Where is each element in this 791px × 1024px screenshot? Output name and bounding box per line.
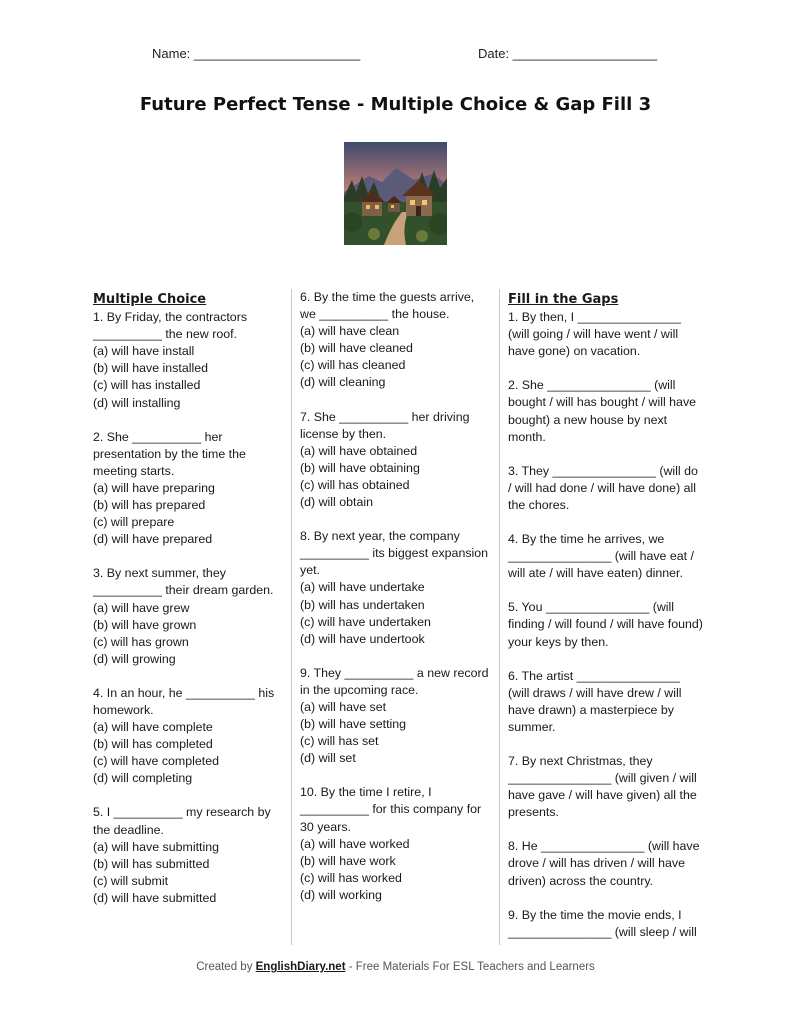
gap-fill-text: 9. By the time the movie ends, I _______________ (will sleep / will [508, 907, 697, 939]
gap-fill-item [508, 753, 703, 821]
gap-fill-item [508, 668, 703, 736]
question-stem: 1. By Friday, the contractors __________ the new roof. [93, 310, 248, 342]
question-option: (c) will has grown [93, 634, 189, 649]
question-stem: 10. By the time I retire, I __________ for this company for 30 years. [300, 785, 482, 834]
gap-fill-text: 5. You _______________ (will finding / will found / will have found) your keys by then. [508, 600, 703, 649]
question-item [93, 429, 281, 549]
question-option: (a) will have preparing [93, 480, 215, 495]
column-divider-left [291, 289, 292, 945]
question-item [300, 289, 490, 392]
question-option: (a) will have set [300, 699, 387, 714]
question-option: (c) will have undertaken [300, 614, 431, 629]
question-stem: 9. They __________ a new record in the upcoming race. [300, 665, 489, 697]
question-option: (a) will have complete [93, 720, 213, 735]
question-option: (a) will have undertake [300, 580, 425, 595]
gap-fill-item [508, 377, 703, 445]
question-stem: 8. By next year, the company __________ its biggest expansion yet. [300, 529, 489, 578]
date-field: Date: ____________________ [478, 46, 658, 61]
question-option: (b) will have obtaining [300, 460, 420, 475]
question-stem: 4. In an hour, he __________ his homework. [93, 685, 275, 717]
question-option: (c) will has set [300, 734, 379, 749]
gap-fill-text: 3. They _______________ (will do / will had done / will have done) all the chores. [508, 463, 698, 512]
question-option: (a) will have install [93, 344, 195, 359]
multiple-choice-column-2 [300, 289, 490, 921]
question-stem: 6. By the time the guests arrive, we __________ the house. [300, 290, 475, 322]
gap-fill-item [508, 907, 703, 941]
question-option: (b) will has prepared [93, 498, 206, 513]
question-option: (b) will have cleaned [300, 341, 413, 356]
question-option: (c) will has installed [93, 378, 201, 393]
question-option: (d) will completing [93, 771, 193, 786]
gap-fill-item [508, 463, 703, 514]
question-item [93, 685, 281, 788]
question-stem: 2. She __________ her presentation by the time the meeting starts. [93, 429, 246, 478]
gap-fill-item [508, 309, 703, 360]
question-item [300, 665, 490, 768]
question-option: (c) will prepare [93, 515, 175, 530]
name-field: Name: _______________________ [152, 46, 361, 61]
question-option: (c) will have completed [93, 754, 220, 769]
question-stem: 3. By next summer, they __________ their dream garden. [93, 566, 274, 598]
question-option: (c) will submit [93, 873, 169, 888]
gap-fill-text: 6. The artist _______________ (will draws / will have drew / will have drawn) a masterpiece by summer. [508, 668, 682, 734]
question-option: (d) will have submitted [93, 890, 217, 905]
question-option: (d) will growing [93, 651, 176, 666]
question-item [93, 565, 281, 668]
column-divider-right [499, 289, 500, 945]
question-option: (a) will have clean [300, 324, 400, 339]
question-item [300, 409, 490, 512]
gap-fill-text: 8. He _______________ (will have drove / will has driven / will have driven) across the country. [508, 839, 700, 888]
question-option: (a) will have obtained [300, 443, 418, 458]
question-option: (a) will have grew [93, 600, 190, 615]
question-option: (d) will have prepared [93, 532, 213, 547]
question-item [300, 528, 490, 648]
gap-fill-heading: Fill in the Gaps [508, 292, 619, 307]
gap-fill-text: 1. By then, I _______________ (will going / will have went / will have gone) on vacation. [508, 310, 681, 359]
question-item [93, 309, 281, 412]
question-option: (a) will have worked [300, 836, 410, 851]
question-option: (b) will have grown [93, 617, 197, 632]
gap-fill-column [508, 289, 703, 958]
question-option: (b) will have installed [93, 361, 209, 376]
question-option: (d) will cleaning [300, 375, 386, 390]
footer-prefix: Created by [196, 961, 256, 973]
question-option: (d) will working [300, 887, 382, 902]
question-option: (b) will has undertaken [300, 597, 425, 612]
question-option: (c) will has obtained [300, 477, 410, 492]
multiple-choice-heading: Multiple Choice [93, 292, 207, 307]
question-stem: 5. I __________ my research by the deadline. [93, 805, 271, 837]
question-option: (c) will has worked [300, 870, 402, 885]
gap-fill-item [508, 599, 703, 650]
footer-site-link[interactable]: EnglishDiary.net [255, 961, 346, 973]
question-item [93, 804, 281, 907]
question-stem: 7. She __________ her driving license by then. [300, 409, 470, 441]
multiple-choice-column-1 [93, 289, 281, 924]
question-option: (d) will obtain [300, 495, 373, 510]
gap-fill-item [508, 838, 703, 889]
question-option: (b) will has submitted [93, 856, 210, 871]
gap-fill-item [508, 531, 703, 582]
question-option: (c) will has cleaned [300, 358, 406, 373]
page-title: Future Perfect Tense - Multiple Choice & Gap Fill 3 [139, 94, 652, 115]
gap-fill-text: 2. She _______________ (will bought / will has bought / will have bought) a new house by next month. [508, 378, 697, 444]
question-option: (d) will installing [93, 395, 181, 410]
question-option: (b) will has completed [93, 737, 213, 752]
footer [0, 961, 791, 973]
question-option: (b) will have setting [300, 717, 407, 732]
footer-suffix: - Free Materials For ESL Teachers and Learners [345, 961, 595, 973]
gap-fill-text: 7. By next Christmas, they _______________ (will given / will have gave / will have given) all the presents. [508, 753, 697, 820]
question-item [300, 784, 490, 904]
question-option: (d) will have undertook [300, 631, 425, 646]
question-option: (b) will have work [300, 853, 396, 868]
question-option: (a) will have submitting [93, 839, 220, 854]
village-illustration [344, 142, 447, 245]
gap-fill-text: 4. By the time he arrives, we _______________ (will have eat / will ate / will have eaten) dinner. [508, 532, 695, 581]
question-option: (d) will set [300, 751, 356, 766]
